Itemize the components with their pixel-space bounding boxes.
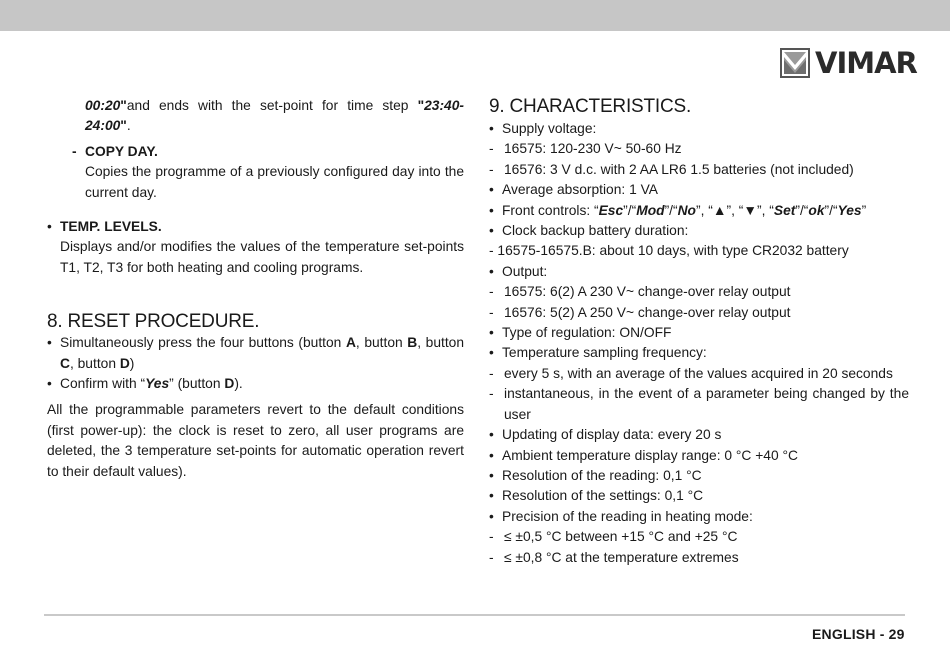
vimar-logo-icon bbox=[780, 48, 810, 78]
list-item: • Front controls: “Esc”/“Mod”/“No”, “▲”, “▼”, “Set”/“ok”/“Yes” bbox=[489, 202, 867, 218]
reset-heading: 8. RESET PROCEDURE. bbox=[47, 311, 260, 333]
characteristics-heading: 9. CHARACTERISTICS. bbox=[489, 96, 692, 117]
list-item: • Resolution of the settings: 0,1 °C bbox=[489, 488, 704, 504]
list-item: • Type of regulation: ON/OFF bbox=[489, 325, 672, 341]
list-item: • Confirm with “Yes” (button D). bbox=[47, 376, 243, 392]
vimar-logo-text: VIMAR bbox=[815, 46, 917, 80]
reset-description: All the programmable parameters revert to the default conditions (first power-up): the clock is reset to zero, all user programs are deleted, the 3 temperature set-points for automatic operation revert to their default values). bbox=[47, 402, 464, 479]
list-item: • Output: bbox=[489, 263, 548, 279]
list-item: • Temperature sampling frequency: bbox=[489, 345, 707, 361]
list-item: • Clock backup battery duration: bbox=[489, 223, 689, 239]
vimar-logo bbox=[780, 46, 917, 80]
temp-levels-body: Displays and/or modifies the values of the temperature set-points T1, T2, T3 for both heating and cooling programs. bbox=[60, 239, 464, 275]
list-item: • Simultaneously press the four buttons (button A, button B, button C, button D) bbox=[47, 335, 465, 371]
list-item: • Ambient temperature display range: 0 °C +40 °C bbox=[489, 447, 798, 463]
list-item: - 16576: 5(2) A 250 V~ change-over relay output bbox=[489, 304, 791, 320]
list-item: • Average absorption: 1 VA bbox=[489, 182, 658, 198]
footer-divider bbox=[44, 614, 905, 616]
copy-day-body: Copies the programme of a previously configured day into the current day. bbox=[85, 164, 464, 200]
list-item: - 16575-16575.B: about 10 days, with type CR2032 battery bbox=[489, 243, 849, 259]
list-item: - 16575: 120-230 V~ 50-60 Hz bbox=[489, 141, 682, 157]
continued-paragraph: 00:20"and ends with the set-point for time step "23:40-24:00". bbox=[85, 98, 464, 134]
list-item: - ≤ ±0,8 °C at the temperature extremes bbox=[489, 549, 739, 565]
copy-day-title: - COPY DAY. bbox=[72, 143, 158, 159]
page-number: ENGLISH - 29 bbox=[812, 626, 905, 642]
list-item: - ≤ ±0,5 °C between +15 °C and +25 °C bbox=[489, 529, 738, 545]
list-item: • Resolution of the reading: 0,1 °C bbox=[489, 467, 702, 483]
temp-levels-title: • TEMP. LEVELS. bbox=[47, 219, 162, 235]
right-column bbox=[489, 96, 909, 568]
list-item: - 16576: 3 V d.c. with 2 AA LR6 1.5 batteries (not included) bbox=[489, 161, 854, 177]
list-item: • Precision of the reading in heating mode: bbox=[489, 508, 753, 524]
top-header-bar bbox=[0, 0, 950, 31]
list-item: - every 5 s, with an average of the values acquired in 20 seconds bbox=[489, 365, 893, 381]
list-item: - instantaneous, in the event of a parameter being changed by the user bbox=[489, 386, 909, 422]
left-column bbox=[47, 96, 464, 482]
list-item: • Updating of display data: every 20 s bbox=[489, 427, 722, 443]
list-item: - 16575: 6(2) A 230 V~ change-over relay output bbox=[489, 284, 791, 300]
list-item: • Supply voltage: bbox=[489, 121, 597, 136]
